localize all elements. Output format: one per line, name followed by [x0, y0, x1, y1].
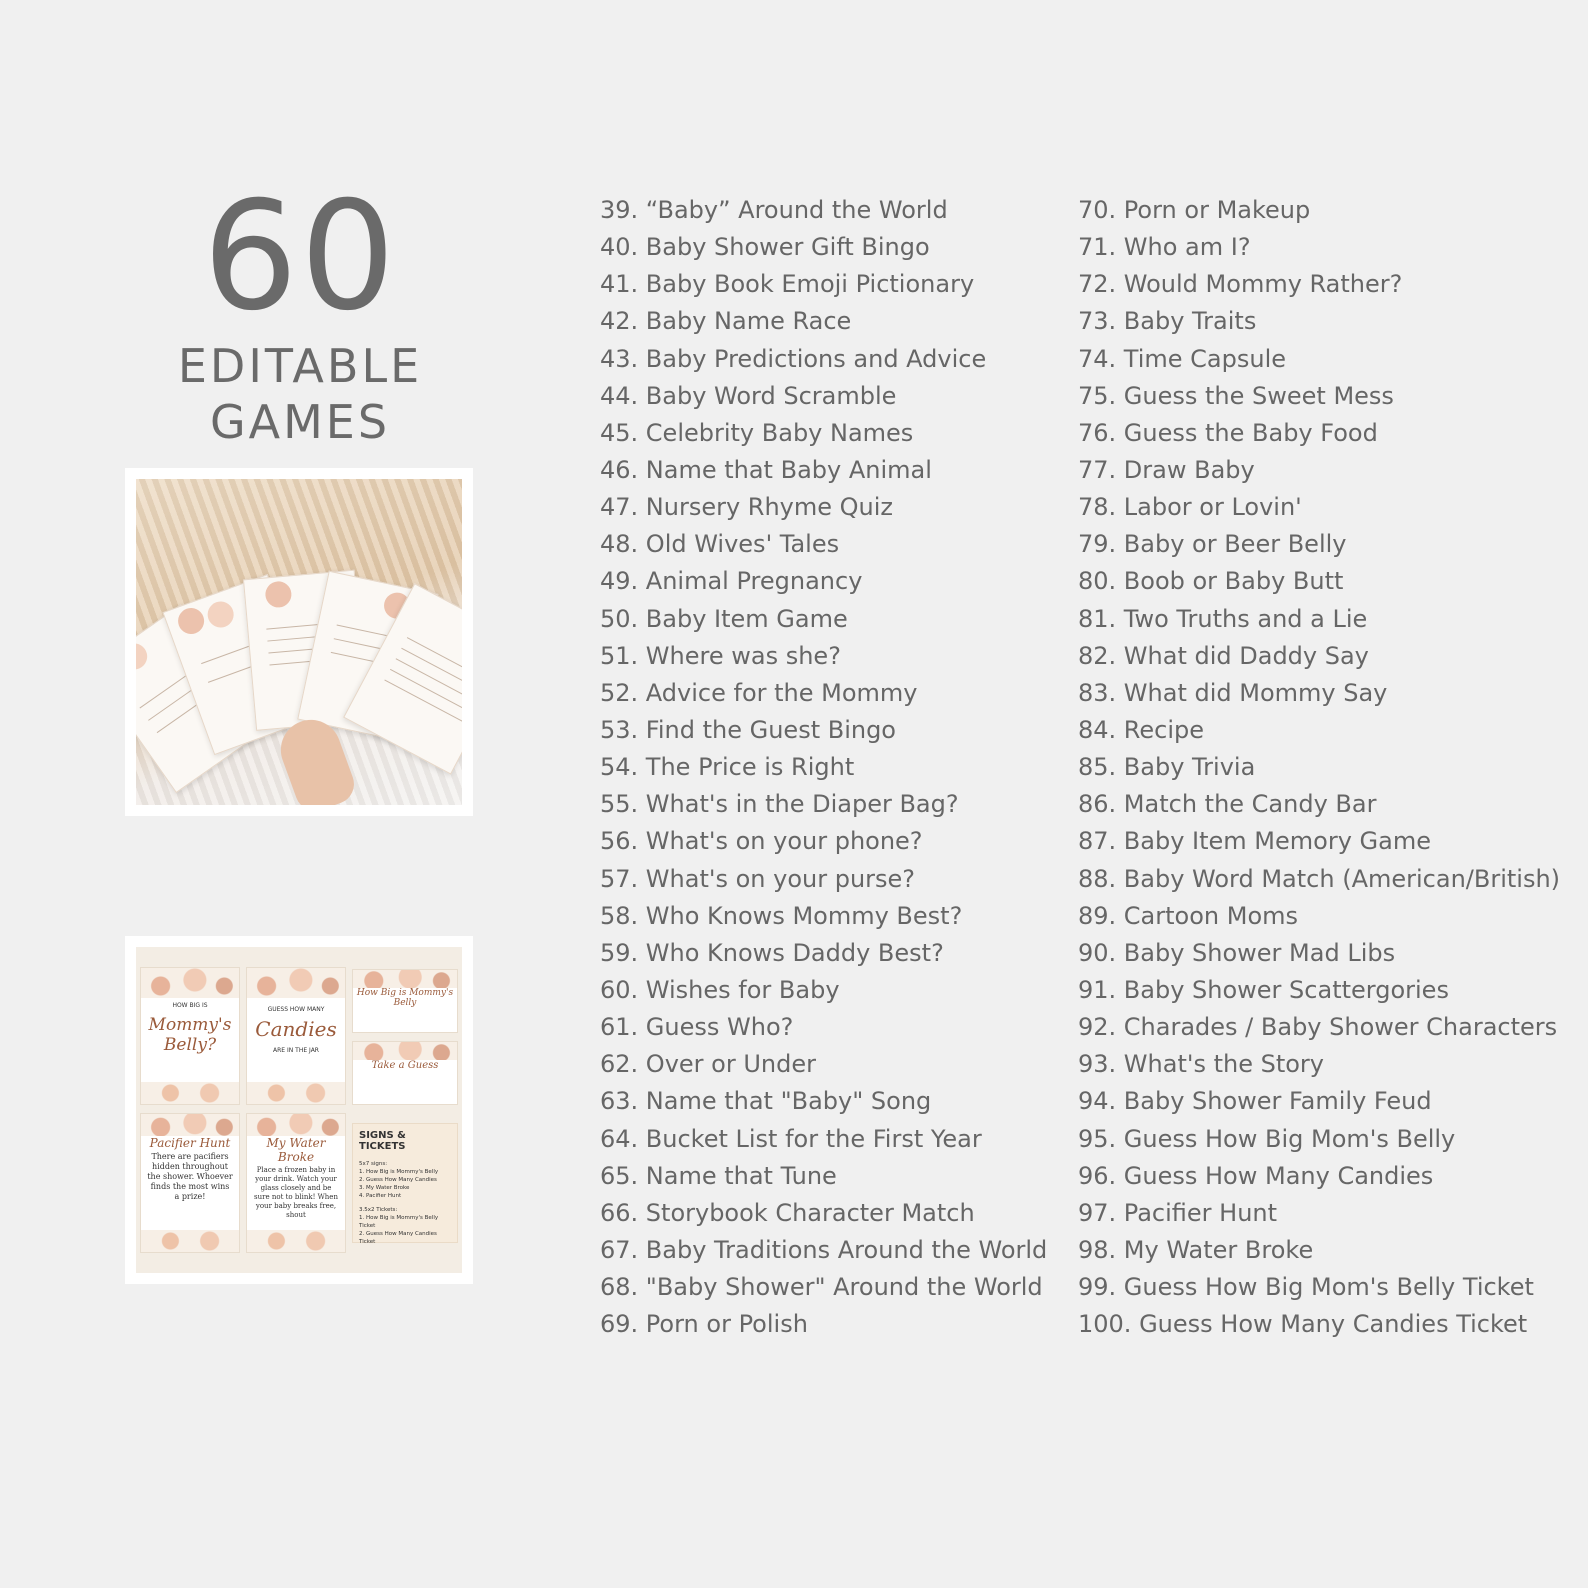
game-item: 42. Baby Name Race	[600, 307, 852, 336]
game-item: 77. Draw Baby	[1078, 455, 1255, 484]
game-item: 58. Who Knows Mommy Best?	[600, 901, 963, 930]
signs-tickets-title: SIGNS & TICKETS	[359, 1130, 406, 1152]
game-item: 91. Baby Shower Scattergories	[1078, 975, 1449, 1004]
game-item: 88. Baby Word Match (American/British)	[1078, 864, 1561, 893]
game-item: 55. What's in the Diaper Bag?	[600, 790, 959, 819]
games-list-right	[1078, 192, 1560, 1343]
game-item: 80. Boob or Baby Butt	[1078, 567, 1344, 596]
game-item: 74. Time Capsule	[1078, 344, 1287, 373]
signs-tickets-panel	[352, 1123, 458, 1243]
printable-body: There are pacifiers hidden throughout the shower. Whoever finds the most wins a prize!	[147, 1152, 233, 1201]
game-item: 43. Baby Predictions and Advice	[600, 344, 987, 373]
game-item: 87. Baby Item Memory Game	[1078, 827, 1431, 856]
game-item: 41. Baby Book Emoji Pictionary	[600, 270, 975, 299]
game-item: 71. Who am I?	[1078, 233, 1251, 262]
signs-line: 2. Guess How Many Candies Ticket	[359, 1231, 437, 1245]
game-item: 64. Bucket List for the First Year	[600, 1124, 982, 1153]
ticket-belly	[352, 969, 458, 1033]
ticket-script: Take a Guess	[371, 1060, 439, 1071]
game-item: 44. Baby Word Scramble	[600, 381, 897, 410]
game-item: 99. Guess How Big Mom's Belly Ticket	[1078, 1273, 1534, 1302]
ticket-script: How Big is Mommy's Belly	[356, 988, 454, 1008]
game-item: 47. Nursery Rhyme Quiz	[600, 493, 894, 522]
game-item: 90. Baby Shower Mad Libs	[1078, 938, 1396, 967]
signs-line: 2. Guess How Many Candies	[359, 1177, 437, 1183]
game-item: 70. Porn or Makeup	[1078, 196, 1311, 224]
printable-water-broke	[246, 1113, 346, 1253]
ticket-candies	[352, 1041, 458, 1105]
game-item: 39. “Baby” Around the World	[600, 196, 948, 224]
game-item: 51. Where was she?	[600, 641, 841, 670]
game-item: 76. Guess the Baby Food	[1078, 418, 1378, 447]
game-item: 94. Baby Shower Family Feud	[1078, 1087, 1432, 1116]
game-item: 59. Who Knows Daddy Best?	[600, 938, 944, 967]
printable-heading: GUESS HOW MANY	[267, 1006, 325, 1013]
signs-line: 5x7 signs:	[359, 1161, 388, 1167]
printable-script: Candies	[255, 1017, 337, 1041]
game-item: 98. My Water Broke	[1078, 1235, 1314, 1264]
game-item: 93. What's the Story	[1078, 1050, 1324, 1079]
printable-candies	[246, 967, 346, 1105]
printable-script: My Water Broke	[266, 1136, 326, 1164]
game-item: 100. Guess How Many Candies Ticket	[1078, 1310, 1528, 1339]
game-item: 86. Match the Candy Bar	[1078, 790, 1377, 819]
game-item: 53. Find the Guest Bingo	[600, 715, 896, 744]
games-list-left	[600, 192, 1047, 1343]
game-item: 72. Would Mommy Rather?	[1078, 270, 1403, 299]
game-item: 52. Advice for the Mommy	[600, 678, 918, 707]
signs-line: 1. How Big is Mommy's Belly Ticket	[359, 1215, 439, 1229]
game-item: 61. Guess Who?	[600, 1013, 794, 1042]
game-item: 66. Storybook Character Match	[600, 1198, 975, 1227]
game-item: 50. Baby Item Game	[600, 604, 848, 633]
game-item: 54. The Price is Right	[600, 753, 855, 782]
game-item: 69. Porn or Polish	[600, 1310, 808, 1339]
game-item: 46. Name that Baby Animal	[600, 455, 932, 484]
game-item: 82. What did Daddy Say	[1078, 641, 1369, 670]
game-item: 79. Baby or Beer Belly	[1078, 530, 1347, 559]
game-item: 83. What did Mommy Say	[1078, 678, 1388, 707]
game-item: 40. Baby Shower Gift Bingo	[600, 233, 930, 262]
printable-script: Mommy's Belly?	[148, 1015, 232, 1055]
game-item: 65. Name that Tune	[600, 1161, 837, 1190]
games-count: 60	[202, 170, 398, 344]
game-item: 48. Old Wives' Tales	[600, 530, 840, 559]
game-item: 56. What's on your phone?	[600, 827, 923, 856]
games-subtitle: EDITABLE GAMES	[177, 339, 423, 449]
printable-heading: HOW BIG IS	[172, 1002, 208, 1009]
signs-line: 3. My Water Broke	[359, 1185, 410, 1191]
game-item: 78. Labor or Lovin'	[1078, 493, 1302, 522]
game-item: 62. Over or Under	[600, 1050, 816, 1079]
game-item: 67. Baby Traditions Around the World	[600, 1235, 1048, 1264]
game-item: 97. Pacifier Hunt	[1078, 1198, 1278, 1227]
game-item: 45. Celebrity Baby Names	[600, 418, 914, 447]
printable-body: Place a frozen baby in your drink. Watch your glass closely and be sure not to blink! When your baby breaks free, shout	[254, 1166, 338, 1219]
game-item: 96. Guess How Many Candies	[1078, 1161, 1434, 1190]
game-item: 49. Animal Pregnancy	[600, 567, 863, 596]
product-photo-printables	[125, 936, 473, 1284]
printable-subheading: ARE IN THE JAR	[273, 1047, 319, 1054]
game-item: 84. Recipe	[1078, 715, 1205, 744]
product-photo-cards-fan	[125, 468, 473, 816]
signs-line: 4. Pacifier Hunt	[359, 1193, 402, 1199]
game-item: 63. Name that "Baby" Song	[600, 1087, 932, 1116]
signs-line: 1. How Big is Mommy's Belly	[359, 1169, 439, 1175]
game-item: 57. What's on your purse?	[600, 864, 916, 893]
game-item: 85. Baby Trivia	[1078, 753, 1256, 782]
printable-pacifier-hunt	[140, 1113, 240, 1253]
game-item: 81. Two Truths and a Lie	[1078, 604, 1368, 633]
game-item: 89. Cartoon Moms	[1078, 901, 1299, 930]
game-item: 92. Charades / Baby Shower Characters	[1078, 1013, 1558, 1042]
printable-script: Pacifier Hunt	[149, 1136, 231, 1150]
game-item: 75. Guess the Sweet Mess	[1078, 381, 1394, 410]
game-item: 95. Guess How Big Mom's Belly	[1078, 1124, 1456, 1153]
game-item: 60. Wishes for Baby	[600, 975, 840, 1004]
game-item: 68. "Baby Shower" Around the World	[600, 1273, 1043, 1302]
game-item: 73. Baby Traits	[1078, 307, 1257, 336]
signs-line: 3.5x2 Tickets:	[359, 1207, 398, 1213]
printable-mommys-belly	[140, 967, 240, 1105]
